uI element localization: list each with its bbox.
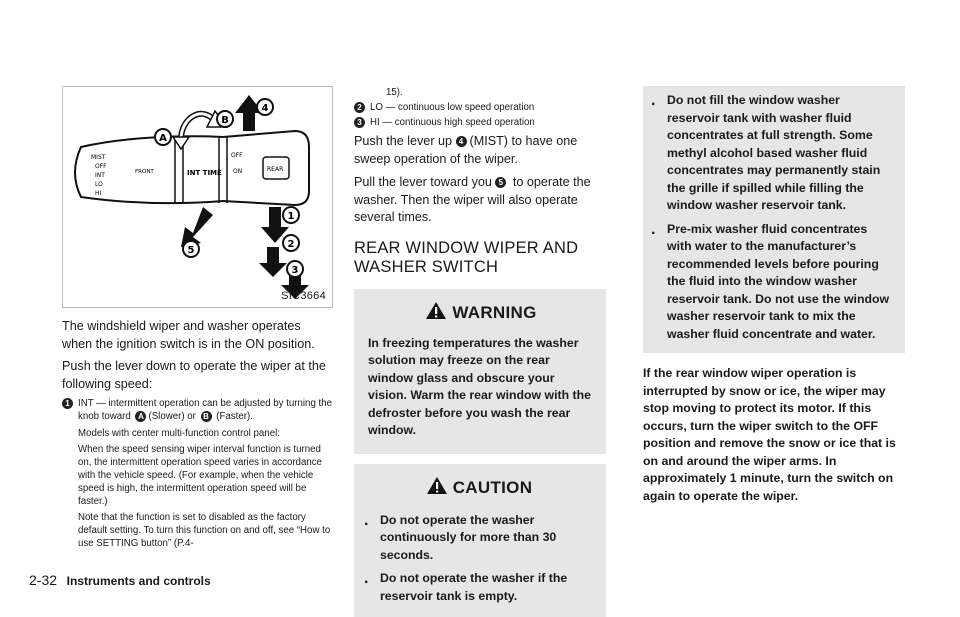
label-off: OFF (95, 163, 107, 170)
caution-box (354, 464, 606, 617)
figure-id: SIC3664 (281, 290, 326, 302)
column-1 (62, 318, 334, 550)
speed-item-lo: 2 LO — continuous low speed operation (354, 101, 606, 114)
callout-5 (183, 241, 199, 257)
continued-ref: 15). (386, 86, 606, 99)
warning-box (354, 289, 606, 454)
caution-box-continued (643, 86, 905, 353)
speed-sensing-note: When the speed sensing wiper interval function is turned on, the intermittent operation speed varies in accordance with the vehicle speed. (For example, when the vehicle speed is high, the intermittent operation speed will be faster.) (78, 443, 334, 508)
item1-text-pre: INT — intermittent operation can be adjusted by turning the knob toward (78, 398, 332, 422)
svg-text:2: 2 (288, 239, 295, 250)
label-int-time: INT TIME (187, 169, 222, 177)
callout-b (217, 111, 233, 127)
label-rear: REAR (267, 166, 283, 173)
rear-wiper-paragraph: If the rear window wiper operation is interrupted by snow or ice, the wiper may stop moving to protect its motor. If this occurs, turn the wiper switch to the OFF position and remove the snow or ice that is on and around the wiper arms. In approximately 1 minute, turn the switch on again to operate the wiper. (643, 365, 905, 505)
number-1-icon: 1 (62, 398, 73, 409)
svg-text:B: B (221, 115, 229, 126)
svg-text:3: 3 (292, 265, 299, 276)
svg-text:1: 1 (288, 211, 295, 222)
page-number: 2-32 (29, 572, 57, 588)
label-mist: MIST (91, 154, 106, 161)
column-2 (354, 86, 606, 617)
washer-paragraph: Pull the lever toward you 5 to operate the washer. Then the wiper will also operate several times. (354, 174, 606, 227)
letter-b-icon: B (201, 411, 212, 422)
label-front: FRONT (135, 169, 154, 175)
wiper-lever-illustration (63, 87, 332, 307)
speed-item-hi: 3 HI — continuous high speed operation (354, 116, 606, 129)
column-3 (643, 86, 905, 505)
callout-4 (257, 99, 273, 115)
callout-3 (287, 261, 303, 277)
arrow-washer-icon (181, 207, 213, 247)
wiper-switch-figure (62, 86, 333, 308)
letter-a-icon: A (135, 411, 146, 422)
caution-triangle-icon (426, 476, 448, 495)
warning-triangle-icon (425, 301, 447, 320)
label-lo: LO (95, 181, 103, 188)
label-hi: HI (95, 190, 102, 197)
warning-text: In freezing temperatures the washer solution may freeze on the rear window glass and obscure your vision. Warm the rear window with the defroster before you wash the rear window. (368, 335, 594, 440)
number-3-icon: 3 (354, 117, 365, 128)
models-note: Models with center multi-function control panel: (78, 427, 334, 440)
svg-text:5: 5 (188, 245, 195, 256)
number-5-icon: 5 (495, 177, 506, 188)
item1-text-mid: (Slower) or (148, 411, 195, 422)
svg-text:4: 4 (262, 103, 269, 114)
section-heading: REAR WINDOW WIPER AND WASHER SWITCH (354, 239, 606, 277)
caution-item-3: . Do not fill the window washer reservoir tank with washer fluid concentrates at full strength. Some methyl alcohol based washer fluid concentrates may permanently stain the grille if spilled while filling the window washer reservoir tank. (651, 92, 893, 215)
factory-default-note: Note that the function is set to disabled as the factory default setting. To turn this function on and off, see “How to use SETTING button” (P.4- (78, 511, 334, 550)
callout-1 (283, 207, 299, 223)
warning-title: WARNING (368, 301, 594, 323)
number-2-icon: 2 (354, 102, 365, 113)
label-int: INT (95, 172, 105, 179)
caution-item-2: . Do not operate the washer if the reservoir tank is empty. (364, 570, 594, 605)
number-4-icon: 4 (456, 136, 467, 147)
intro-paragraph-2: Push the lever down to operate the wiper at the following speed: (62, 358, 334, 393)
callout-a (155, 129, 171, 145)
mist-paragraph: Push the lever up 4 (MIST) to have one sweep operation of the wiper. (354, 133, 606, 168)
label-off-rear: OFF (231, 152, 243, 159)
callout-2 (283, 235, 299, 251)
svg-text:A: A (159, 133, 167, 144)
speed-item-int (62, 397, 334, 423)
caution-item-4: . Pre-mix washer fluid concentrates with water to the manufacturer’s recommended levels before pouring the fluid into the window washer reservoir tank. Do not use the window washer reservoir tank to mix the washer fluid concentrate and water. (651, 221, 893, 344)
arrow-lo-icon (259, 247, 287, 277)
page-footer (29, 572, 211, 588)
item1-text-post: (Faster). (216, 411, 253, 422)
intro-paragraph-1: The windshield wiper and washer operates when the ignition switch is in the ON position. (62, 318, 334, 353)
caution-title: CAUTION (364, 476, 594, 498)
section-name: Instruments and controls (67, 574, 211, 588)
caution-item-1: . Do not operate the washer continuously for more than 30 seconds. (364, 512, 594, 565)
label-on: ON (233, 168, 242, 175)
